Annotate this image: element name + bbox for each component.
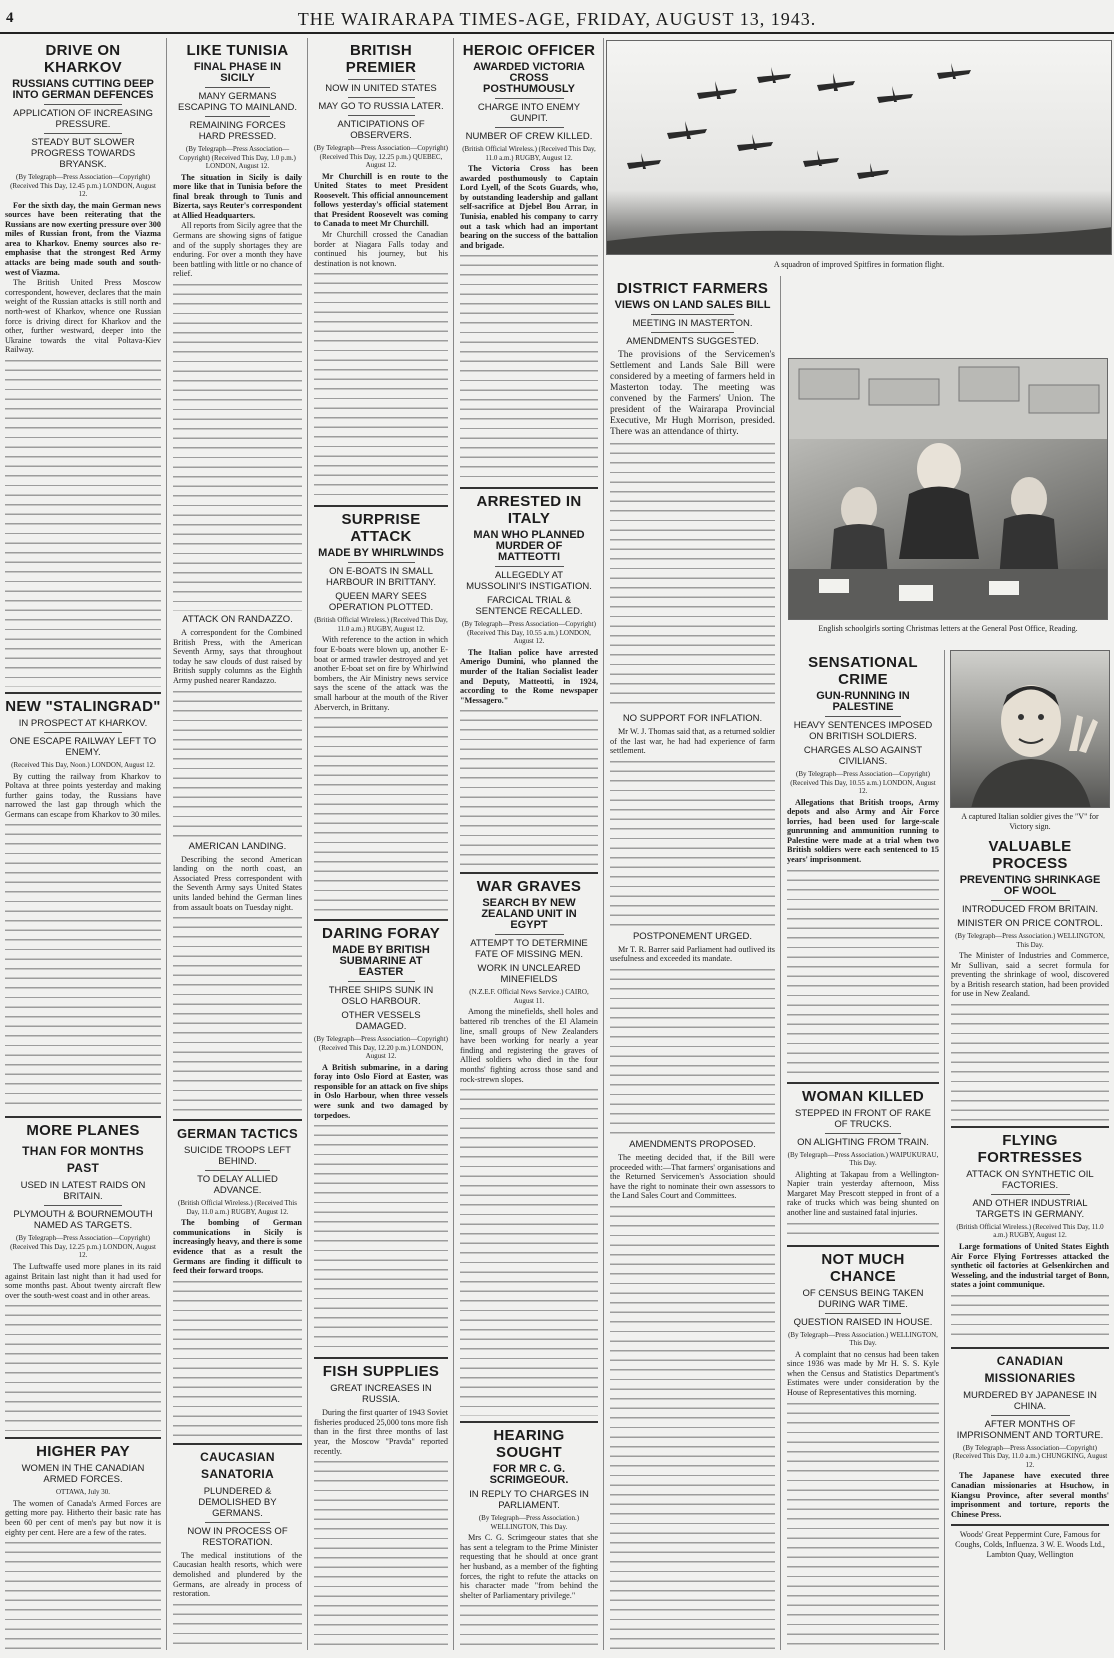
- article-lead: Allegations that British troops, Army depots and also Army and Air Force lorries, had been used for large-scale gunrunning and ammunition running to Palestine were made at a trial when two British soldiers were each sentenced to 15 years' imprisonment.: [787, 797, 939, 865]
- article-body: A complaint that no census had been taken since 1936 was made by Mr H. S. S. Kyle when the Census and Statistics Department's Estimates were under consideration by the House of Representatives this morning.: [787, 1349, 939, 1397]
- article-body: The meeting decided that, if the Bill were proceeded with:—That farmers' organisations and the Returned Servicemen's Association should have the right to nominate their own assessors to the Land Sales Court and Committees.: [610, 1152, 775, 1201]
- headline: FLYING FORTRESSES: [977, 1131, 1083, 1166]
- article-body: The Luftwaffe used more planes in its raid against Britain last night than it had used for some months past. About twenty aircraft flew over the south-west coast and in other areas.: [5, 1261, 161, 1300]
- subheading: AWARDED VICTORIA CROSS POSTHUMOUSLY: [473, 61, 585, 95]
- headline: BRITISH PREMIER: [345, 42, 417, 76]
- subheading: REMAINING FORCES HARD PRESSED.: [189, 120, 286, 142]
- subheading: TO DELAY ALLIED ADVANCE.: [197, 1174, 278, 1197]
- divider: [951, 1126, 1109, 1128]
- article-body: The Minister of Industries and Commerce, Mr Sullivan, said a secret formula for preventing the shrinkage of wool, discovered by a British research station, had been provided for use in New Zealand.: [951, 951, 1109, 999]
- article-body: A correspondent for the Combined British Press, with the American Seventh Army, says that throughout today he saw clouds of dust raised by British supply columns as the Eighth Army pushed nearer Randazzo.: [173, 628, 302, 685]
- divider: [5, 1437, 161, 1439]
- article-lead: The provisions of the Servicemen's Settlement and Lands Sale Bill were considered by a meeting of farmers held in Masterton today. The meeting was convened by the Farmers' Union. The president of the Wairarapa Provincial Executive, Mr Hugh Morrison, presided. There was an attendance of thirty.: [610, 350, 775, 437]
- headline: GERMAN TACTICS: [177, 1126, 298, 1142]
- article-lead: For the sixth day, the main German news sources have been reiterating that the Russians are now exerting pressure over 300 miles of Russian front, from the Viazma area to Kharkov. Enemy sources also re-emphasise that the strongest Red Army attacks are being made south and south-west of Viazma.: [5, 200, 161, 277]
- dateline: OTTAWA, July 30.: [55, 1488, 111, 1497]
- subheading: AND OTHER INDUSTRIAL TARGETS IN GERMANY.: [972, 1197, 1088, 1220]
- subheading: AMENDMENTS SUGGESTED.: [626, 336, 759, 347]
- subheading: VIEWS ON LAND SALES BILL: [614, 299, 771, 311]
- divider: [460, 487, 598, 489]
- subheading: AFTER MONTHS OF IMPRISONMENT AND TORTURE.: [956, 1418, 1104, 1441]
- article-body: Among the minefields, shell holes and battered rib trenches of the El Alamein line, small groups of New Zealanders have been working for nearly a year finding and registering the graves of Allied soldiers who died in the four months' fighting across those sand and rock-strewn slopes.: [460, 1007, 598, 1084]
- body-text-block: [5, 821, 161, 1111]
- body-text-block: [787, 867, 939, 1077]
- body-text-block: [173, 914, 302, 1114]
- divider: [314, 919, 448, 921]
- divider: [348, 79, 415, 80]
- subheading: IN PROSPECT AT KHARKOV.: [18, 718, 148, 729]
- headline: HEROIC OFFICER: [462, 42, 596, 59]
- article-fish-supplies: [314, 1363, 448, 1650]
- subheading: MADE BY BRITISH SUBMARINE AT EASTER: [332, 944, 430, 979]
- divider: [460, 1421, 598, 1423]
- article-canadian-missionaries: [951, 1353, 1109, 1519]
- dateline: (N.Z.E.F. Official News Service.) CAIRO, August 11.: [469, 988, 589, 1005]
- subheading: MURDERED BY JAPANESE IN CHINA.: [963, 1389, 1097, 1412]
- subheading: STEPPED IN FRONT OF RAKE OF TRUCKS.: [794, 1107, 931, 1130]
- divider: [787, 1082, 939, 1084]
- subheading: STEADY BUT SLOWER PROGRESS TOWARDS BRYANSK.: [30, 137, 136, 170]
- headline: VALUABLE PROCESS: [988, 838, 1072, 872]
- subheading: FINAL PHASE IN SICILY: [193, 61, 282, 84]
- subheading: QUESTION RAISED IN HOUSE.: [793, 1316, 933, 1328]
- italian-soldier-image: [951, 651, 1110, 808]
- body-text-block: [5, 1539, 161, 1650]
- body-text-block: [314, 714, 448, 914]
- headline: CAUCASIAN SANATORIA: [200, 1449, 275, 1481]
- article-body: The medical institutions of the Caucasian health resorts, which were demolished and plundered by the Germans, are already in process of restoration.: [173, 1550, 302, 1599]
- article-hearing-sought: [460, 1427, 598, 1650]
- divider: [951, 1524, 1109, 1526]
- divider: [825, 1133, 901, 1134]
- column-7: [946, 834, 1114, 1650]
- subheading: AMENDMENTS PROPOSED.: [629, 1138, 756, 1150]
- subheading: NUMBER OF CREW KILLED.: [465, 131, 593, 142]
- body-text-block: [460, 1602, 598, 1650]
- subheading: APPLICATION OF INCREASING PRESSURE.: [13, 108, 153, 130]
- subheading: SEARCH BY NEW ZEALAND UNIT IN EGYPT: [481, 897, 577, 932]
- divider: [348, 981, 415, 982]
- subheading: NO SUPPORT FOR INFLATION.: [622, 713, 763, 724]
- subheading: ON ALIGHTING FROM TRAIN.: [797, 1136, 929, 1148]
- article-body: Alighting at Takapau from a Wellington-Napier train yesterday afternoon, Miss Margaret May Prescott stepped in front of a rake of trucks which was being shunted on another line and sustained fatal injuries.: [787, 1169, 939, 1218]
- body-text-block: [460, 252, 598, 482]
- subheading: MAY GO TO RUSSIA LATER.: [318, 101, 444, 112]
- headline: FISH SUPPLIES: [322, 1363, 440, 1381]
- dateline: (By Telegraph—Press Association.) WELLINGTON, This Day.: [478, 1514, 580, 1531]
- body-text-block: [951, 1292, 1109, 1342]
- headline: SENSATIONAL CRIME: [808, 654, 918, 688]
- column-4: [455, 38, 604, 1650]
- article-heroic-officer: [460, 42, 598, 482]
- headline: DRIVE ON KHARKOV: [44, 42, 122, 76]
- divider: [651, 314, 734, 315]
- subheading: RUSSIANS CUTTING DEEP INTO GERMAN DEFENCES: [12, 78, 154, 101]
- divider: [205, 87, 270, 88]
- spitfire-formation-image: [607, 41, 1112, 255]
- schoolgirls-photo: [788, 358, 1108, 620]
- body-text-block: [173, 281, 302, 611]
- body-text-block: [173, 1278, 302, 1438]
- subheading: MEETING IN MASTERTON.: [632, 318, 753, 329]
- divider: [44, 1205, 122, 1206]
- body-text-block: [314, 1458, 448, 1650]
- dateline: (By Telegraph—Press Association—Copyright) (Received This Day, 10.55 a.m.) LONDON, August 12.: [790, 770, 936, 795]
- divider: [44, 104, 122, 105]
- body-text-block: [5, 1302, 161, 1432]
- divider: [495, 566, 564, 567]
- subheading: HEAVY SENTENCES IMPOSED ON BRITISH SOLDIERS.: [793, 720, 933, 742]
- masthead: [0, 0, 1114, 34]
- article-body: Mr Churchill crossed the Canadian border at Niagara Falls today and continued his journey, but his destination is not known.: [314, 230, 448, 268]
- article-not-much-chance: [787, 1251, 939, 1650]
- article-woman-killed: [787, 1088, 939, 1240]
- article-like-tunisia: [173, 42, 302, 1114]
- subheading: SUICIDE TROOPS LEFT BEHIND.: [184, 1145, 291, 1168]
- subheading: USED IN LATEST RAIDS ON BRITAIN.: [20, 1180, 146, 1203]
- divider: [173, 1119, 302, 1121]
- body-text-block: [951, 1001, 1109, 1121]
- headline: LIKE TUNISIA: [186, 42, 289, 59]
- article-daring-foray: [314, 925, 448, 1352]
- subheading: GREAT INCREASES IN RUSSIA.: [330, 1383, 432, 1406]
- divider: [348, 562, 415, 563]
- article-lead: Mr Churchill is en route to the United States to meet President Roosevelt. This official announcement follows yesterday's official statement that President Roosevelt was coming to Canada to meet Mr Churchill.: [314, 171, 448, 229]
- divider: [991, 1194, 1070, 1195]
- divider: [991, 1415, 1070, 1416]
- divider: [651, 332, 734, 333]
- headline: ARRESTED IN ITALY: [476, 493, 582, 528]
- subheading: MINISTER ON PRICE CONTROL.: [957, 918, 1103, 929]
- body-text-block: [787, 1400, 939, 1650]
- article-stalingrad: [5, 698, 161, 1111]
- subheading: OTHER VESSELS DAMAGED.: [341, 1010, 421, 1033]
- divider: [348, 115, 415, 116]
- subheading: MADE BY WHIRLWINDS: [318, 547, 444, 560]
- dateline: (British Official Wireless.) (Received This Day, 11.0 a.m.) RUGBY, August 12.: [178, 1199, 297, 1216]
- divider: [5, 1116, 161, 1118]
- article-more-planes: [5, 1122, 161, 1432]
- soldier-photo: [950, 650, 1110, 808]
- article-body: The British United Press Moscow correspondent, however, declares that the main weight of the Russian attacks is still north and north-west of Kharkov, whence one Russian force is driving direct for Kharkov and the other, further westward, deeper into the Ukraine towards the vital Poltava-Kiev Railway.: [5, 278, 161, 355]
- body-text-block: [5, 357, 161, 687]
- headline: DARING FORAY: [321, 925, 441, 943]
- column-1: [0, 38, 167, 1650]
- body-text-block: [314, 270, 448, 500]
- subheading: ANTICIPATIONS OF OBSERVERS.: [337, 119, 425, 141]
- subheading: GUN-RUNNING IN PALESTINE: [816, 690, 910, 713]
- article-war-graves: [460, 878, 598, 1416]
- headline: NEW "STALINGRAD": [5, 698, 161, 715]
- subheading: CHARGES ALSO AGAINST CIVILIANS.: [803, 745, 923, 767]
- dateline: (Received This Day, Noon.) LONDON, August 12.: [11, 761, 155, 769]
- column-2: [168, 38, 308, 1650]
- dateline: (By Telegraph—Press Association.) WAIPUKURAU, This Day.: [787, 1150, 939, 1168]
- article-body: Mrs C. G. Scrimgeour states that she has sent a telegram to the Prime Minister requesting that he should at once grant her husband, as a member of the fighting forces, the right to refute the attacks on his character made "from behind the shelter of Parliamentary privilege.": [460, 1533, 598, 1600]
- subheading: INTRODUCED FROM BRITAIN.: [962, 904, 1098, 915]
- article-body: During the first quarter of 1943 Soviet fisheries produced 25,000 tons more fish than in the first three months of last year, the Moscow "Pravda" reported recently.: [314, 1408, 448, 1456]
- dateline: (By Telegraph—Press Association—Copyright) (Received This Day, 12.25 p.m.) QUEBEC, August 12.: [314, 144, 448, 169]
- dateline: (By Telegraph—Press Association.) WELLINGTON, This Day.: [955, 932, 1105, 949]
- advertisement: Woods' Great Peppermint Cure, Famous for Coughs, Colds, Influenza. 3 W. E. Woods Ltd., Lambton Quay, Wellington: [955, 1530, 1105, 1560]
- subheading: ON E-BOATS IN SMALL HARBOUR IN BRITTANY.: [326, 566, 436, 589]
- subheading: PREVENTING SHRINKAGE OF WOOL: [959, 874, 1101, 897]
- article-body: Describing the second American landing on the north coast, an Associated Press correspondent with the Seventh Army says United States units landed behind the German lines from assault boats on Tuesday night.: [173, 854, 302, 912]
- subheading: FOR MR C. G. SCRIMGEOUR.: [489, 1463, 569, 1487]
- subheading: IN REPLY TO CHARGES IN PARLIAMENT.: [469, 1489, 589, 1512]
- headline: NOT MUCH CHANCE: [821, 1250, 905, 1285]
- subheading: PLUNDERED & DEMOLISHED BY GERMANS.: [198, 1485, 277, 1519]
- headline: HIGHER PAY: [36, 1443, 130, 1461]
- dateline: (By Telegraph—Press Association—Copyright) (Received This Day, 12.20 p.m.) LONDON, August 12.: [314, 1035, 448, 1061]
- newspaper-title: THE WAIRARAPA TIMES-AGE, FRIDAY, AUGUST 13, 1943.: [297, 9, 817, 29]
- divider: [951, 1347, 1109, 1349]
- dateline: (British Official Wireless.) (Received This Day, 11.0 a.m.) RUGBY, August 12.: [314, 616, 448, 633]
- article-british-premier: [314, 42, 448, 500]
- body-text-block: [173, 688, 302, 838]
- body-text-block: [460, 707, 598, 867]
- divider: [495, 127, 564, 128]
- dateline: (By Telegraph—Press Association—Copyright) (Received This Day, 1.0 p.m.) LONDON, August 12.: [179, 145, 296, 170]
- subheading: NOW IN PROCESS OF RESTORATION.: [187, 1525, 288, 1548]
- article-body: Mr T. R. Barrer said Parliament had outlived its usefulness and exceeded its mandate.: [610, 944, 775, 964]
- headline: SURPRISE ATTACK: [341, 511, 421, 546]
- column-3: [309, 38, 454, 1650]
- article-higher-pay: [5, 1443, 161, 1650]
- dateline: (By Telegraph—Press Association—Copyright) (Received This Day, 12.25 p.m.) LONDON, August 12.: [10, 1234, 156, 1260]
- subheading: NOW IN UNITED STATES: [325, 83, 437, 94]
- article-sensational-crime: [787, 654, 939, 1077]
- body-text-block: [314, 1122, 448, 1352]
- article-body: By cutting the railway from Kharkov to Poltava at three points yesterday and making further gains today, the Russians have narrowed the last gap through which the Germans can escape from Kharkov to 30 miles.: [5, 771, 161, 819]
- article-lead: A British submarine, in a daring foray into Oslo Fiord at Easter, was responsible for an attack on five ships in Oslo Harbour, when three vessels were sunk and two damaged by torpedoes.: [314, 1062, 448, 1120]
- subheading: THREE SHIPS SUNK IN OSLO HARBOUR.: [328, 985, 434, 1008]
- article-lead: The Japanese have executed three Canadian missionaries at Hsuchow, in Kiangsu Province, after several months' imprisonment and torture, reports the Chinese Press.: [951, 1471, 1109, 1519]
- page-number: 4: [6, 10, 14, 26]
- article-caucasian-sanatoria: [173, 1449, 302, 1650]
- dateline: (By Telegraph—Press Association.) WELLINGTON, This Day.: [788, 1330, 938, 1348]
- dateline: (British Official Wireless.) (Received This Day, 11.0 a.m.) RUGBY, August 12.: [956, 1222, 1104, 1240]
- divider: [825, 716, 901, 717]
- divider: [495, 98, 564, 99]
- divider: [314, 505, 448, 507]
- column-5: [605, 276, 781, 1650]
- divider: [460, 872, 598, 874]
- spitfires-photo: [606, 40, 1112, 255]
- divider: [825, 1313, 901, 1314]
- divider: [205, 1170, 270, 1171]
- article-body: With reference to the action in which four E-boats were blown up, another E-boat or armed trawler destroyed and yet another E-boat set on fire by Whirlwind bombers, the Air Ministry news service says the scene of the attack was the small harbour at the mouth of the River Aberverch, in Brittany.: [314, 635, 448, 712]
- article-lead: The situation in Sicily is daily more like that in Tunisia before the final break through to Tunis and Bizerta, says Reuter's correspondent at Allied Headquarters.: [173, 172, 302, 220]
- subheading: FARCICAL TRIAL & SENTENCE RECALLED.: [475, 595, 583, 618]
- divider: [173, 1443, 302, 1445]
- subheading: WORK IN UNCLEARED MINEFIELDS: [477, 963, 581, 986]
- headline: MORE PLANES: [26, 1122, 140, 1140]
- column-6: [782, 650, 945, 1650]
- subheading: AMERICAN LANDING.: [188, 840, 287, 852]
- subheading: POSTPONEMENT URGED.: [632, 930, 753, 942]
- subheading: ATTACK ON SYNTHETIC OIL FACTORIES.: [966, 1168, 1094, 1191]
- headline: HEARING SOUGHT: [493, 1427, 565, 1462]
- divider: [44, 732, 122, 733]
- subheading: ATTACK ON RANDAZZO.: [182, 614, 293, 626]
- article-lead: The bombing of German communications in Sicily is increasingly heavy, and there is some evidence that as a result the Germans are finding it difficult to feed their forward troops.: [173, 1218, 302, 1276]
- subheading: CHARGE INTO ENEMY GUNPIT.: [477, 102, 581, 124]
- divider: [495, 934, 564, 935]
- schoolgirls-image: [789, 359, 1108, 620]
- article-kharkov: [5, 42, 161, 687]
- headline: WOMAN KILLED: [802, 1087, 924, 1105]
- divider: [787, 1245, 939, 1247]
- article-valuable-process: [951, 838, 1109, 1121]
- article-body: Mr W. J. Thomas said that, as a returned soldier of the last war, he had had experience of farm settlement.: [610, 727, 775, 756]
- photo-caption: A squadron of improved Spitfires in formation flight.: [773, 260, 945, 269]
- dateline: (By Telegraph—Press Association—Copyright) (Received This Day, 10.55 a.m.) LONDON, August 12.: [462, 620, 596, 646]
- subheading: ATTEMPT TO DETERMINE FATE OF MISSING MEN.: [470, 938, 588, 961]
- photo-caption: A captured Italian soldier gives the "V" for Victory sign.: [961, 812, 1099, 831]
- dateline: (By Telegraph—Press Association—Copyright) (Received This Day, 12.45 p.m.) LONDON, August 12.: [10, 173, 156, 198]
- article-surprise-attack: [314, 511, 448, 914]
- article-body: The women of Canada's Armed Forces are getting more pay. Hitherto their basic rate has been 60 per cent of men's pay but now it is eighty per cent. Here are a few of the rates.: [5, 1498, 161, 1537]
- dateline: (British Official Wireless.) (Received This Day, 11.0 a.m.) RUGBY, August 12.: [462, 145, 596, 162]
- body-text-block: [173, 1601, 302, 1650]
- article-body: All reports from Sicily agree that the Germans are showing signs of fatigue and of the supply shortages they are enduring. For over a month they have been battling with little or no chance of relief.: [173, 221, 302, 279]
- subheading: MAN WHO PLANNED MURDER OF MATTEOTTI: [473, 529, 585, 564]
- divider: [205, 116, 270, 117]
- article-flying-fortresses: [951, 1132, 1109, 1342]
- divider: [314, 1357, 448, 1359]
- body-text-block: [610, 758, 775, 928]
- subheading: MANY GERMANS ESCAPING TO MAINLAND.: [178, 91, 297, 113]
- article-lead: The Victoria Cross has been awarded posthumously to Captain Lord Lyell, of the Scots Guards, who, by outstanding leadership and gallant self-sacrifice at Djebel Bou Arrar, in Tunisia, enabled his company to carry out a task which had an important bearing on the success of the battalion and brigade.: [460, 164, 598, 250]
- subheading: QUEEN MARY SEES OPERATION PLOTTED.: [328, 591, 434, 614]
- subheading: ALLEGEDLY AT MUSSOLINI'S INSTIGATION.: [466, 570, 592, 593]
- article-german-tactics: [173, 1125, 302, 1438]
- headline: CANADIAN MISSIONARIES: [984, 1353, 1076, 1385]
- divider: [5, 692, 161, 694]
- divider: [205, 1522, 270, 1523]
- article-district-farmers: [610, 280, 775, 1650]
- headline: DISTRICT FARMERS: [616, 280, 769, 297]
- body-text-block: [460, 1086, 598, 1416]
- body-text-block: [787, 1220, 939, 1240]
- subheading: PLYMOUTH & BOURNEMOUTH NAMED AS TARGETS.: [13, 1209, 153, 1232]
- dateline: (By Telegraph—Press Association—Copyright) (Received This Day, 11.0 a.m.) CHUNGKING, August 12.: [952, 1443, 1108, 1469]
- body-text-block: [610, 440, 775, 710]
- divider: [991, 900, 1070, 901]
- divider: [44, 133, 122, 134]
- headline-secondary: THAN FOR MONTHS PAST: [22, 1144, 144, 1176]
- article-lead: Large formations of United States Eighth Air Force Flying Fortresses attacked the synthetic oil factories at Gelsenkirchen and Wesseling, and the industrial target of Bonn, states a joint communique.: [951, 1241, 1109, 1290]
- divider: [348, 97, 415, 98]
- subheading: OF CENSUS BEING TAKEN DURING WAR TIME.: [802, 1287, 924, 1310]
- body-text-block: [610, 1203, 775, 1650]
- article-lead: The Italian police have arrested Amerigo Dumini, who planned the murder of the Italian Socialist leader and Deputy, Matteotti, in 1924, according to the Rome newspaper "Messagero.": [460, 647, 598, 705]
- headline: WAR GRAVES: [476, 878, 582, 896]
- article-arrested-in-italy: [460, 493, 598, 867]
- subheading: ONE ESCAPE RAILWAY LEFT TO ENEMY.: [9, 736, 157, 758]
- photo-caption: English schoolgirls sorting Christmas letters at the General Post Office, Reading.: [818, 624, 1078, 633]
- subheading: WOMEN IN THE CANADIAN ARMED FORCES.: [21, 1463, 145, 1486]
- body-text-block: [610, 966, 775, 1136]
